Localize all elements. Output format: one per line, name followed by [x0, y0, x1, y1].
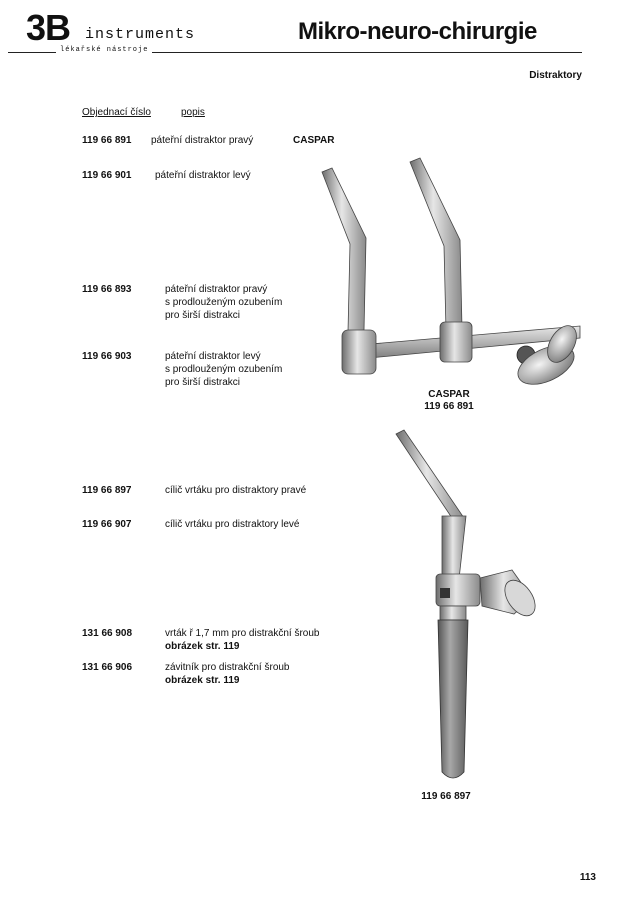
item-desc-119-66-903-line1: páteřní distraktor levý — [165, 351, 261, 362]
item-desc-119-66-891: páteřní distraktor pravý — [151, 135, 254, 146]
item-tag-caspar: CASPAR — [293, 135, 335, 146]
figure1-caption-code: 119 66 891 — [424, 401, 474, 412]
item-desc-119-66-893-line3: pro širší distrakci — [165, 310, 241, 321]
item-desc-131-66-906: závitník pro distrakční šroub — [165, 662, 290, 673]
page-title: Mikro-neuro-chirurgie — [298, 18, 537, 45]
column-header-order-no: Objednací číslo — [82, 107, 151, 118]
item-desc-119-66-893-line1: páteřní distraktor pravý — [165, 284, 268, 295]
item-desc-119-66-907: cílič vrtáku pro distraktory levé — [165, 519, 300, 530]
logo-wordmark: instruments — [85, 26, 196, 43]
item-desc-119-66-893-line2: s prodlouženým ozubením — [165, 297, 283, 308]
item-desc-119-66-903-line2: s prodlouženým ozubením — [165, 364, 283, 375]
item-code-119-66-901: 119 66 901 — [82, 170, 132, 181]
item-desc-119-66-897: cílič vrtáku pro distraktory pravé — [165, 485, 307, 496]
column-header-description: popis — [181, 107, 205, 118]
item-code-119-66-897: 119 66 897 — [82, 485, 132, 496]
section-title: Distraktory — [529, 70, 582, 81]
item-code-119-66-893: 119 66 893 — [82, 284, 132, 295]
figure1-caption-name: CASPAR — [428, 389, 470, 400]
item-ref-131-66-906: obrázek str. 119 — [165, 675, 240, 686]
item-ref-131-66-908: obrázek str. 119 — [165, 641, 240, 652]
item-code-119-66-903: 119 66 903 — [82, 351, 132, 362]
item-desc-131-66-908: vrták ř 1,7 mm pro distrakční šroub — [165, 628, 320, 639]
caspar-distractor-illustration — [318, 150, 588, 395]
item-desc-119-66-903-line3: pro širší distrakci — [165, 377, 241, 388]
item-code-119-66-907: 119 66 907 — [82, 519, 132, 530]
item-code-131-66-908: 131 66 908 — [82, 628, 133, 639]
drill-guide-illustration — [392, 428, 552, 788]
logo-3b: 3B — [26, 7, 71, 48]
page-number: 113 — [579, 872, 596, 883]
item-desc-119-66-901: páteřní distraktor levý — [155, 170, 251, 181]
logo-tagline: lékařské nástroje — [60, 46, 149, 54]
figure2-caption-code: 119 66 897 — [421, 791, 471, 802]
item-code-131-66-906: 131 66 906 — [82, 662, 133, 673]
item-code-119-66-891: 119 66 891 — [82, 135, 132, 146]
